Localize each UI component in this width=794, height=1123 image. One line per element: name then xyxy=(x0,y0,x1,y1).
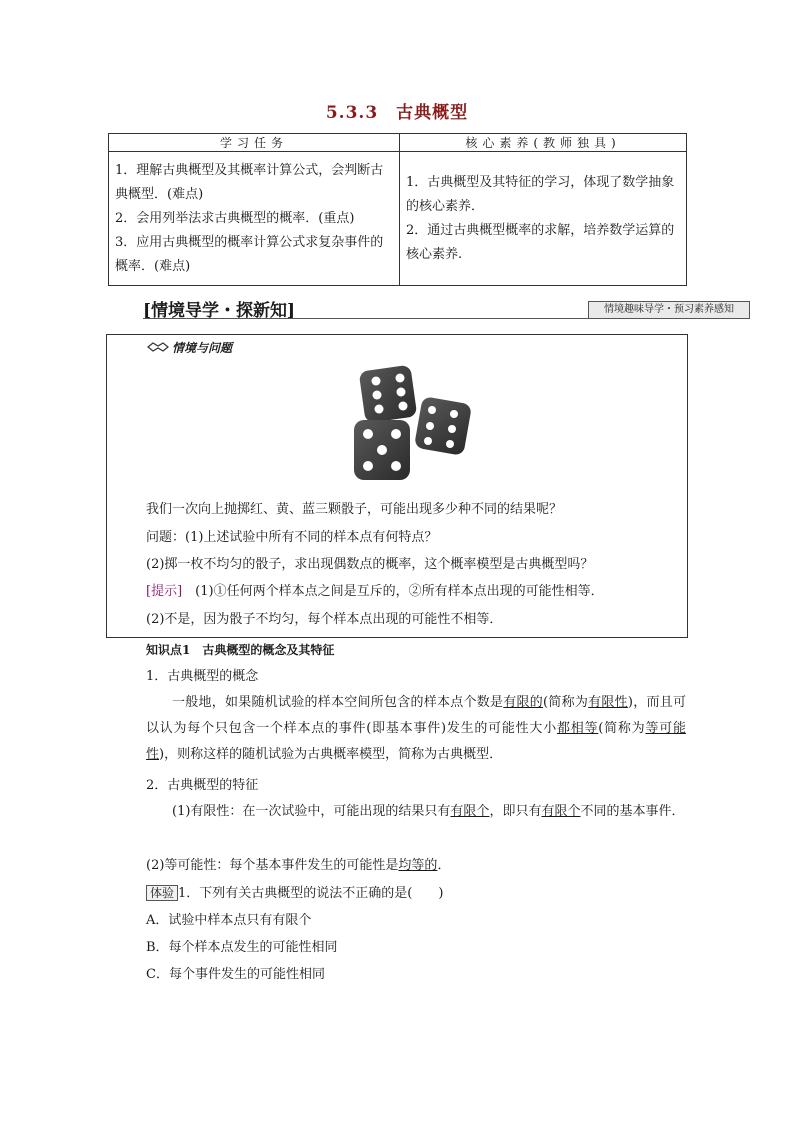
tasks-header: 学习任务 xyxy=(109,134,400,152)
scenario-label-text: 情境与问题 xyxy=(172,341,233,355)
knowledge-sub-2: 2．古典概型的特征 xyxy=(146,778,259,793)
option-a: A．试验中样本点只有有限个 xyxy=(146,913,312,928)
scenario-intro: 我们一次向上抛掷红、黄、蓝三颗骰子，可能出现多少种不同的结果呢？ xyxy=(146,502,563,517)
definition-paragraph xyxy=(146,690,686,768)
def-keyword: 等可能性 xyxy=(146,721,686,762)
def-keyword: 有限性 xyxy=(588,695,628,710)
option-b: B．每个样本点发生的可能性相同 xyxy=(146,940,338,955)
task-item: 1．理解古典概型及其概率计算公式，会判断古典概型．(难点) xyxy=(115,162,384,202)
def-keyword: 都相等 xyxy=(556,721,599,736)
page-title: 5.3.3 古典概型 xyxy=(325,103,469,123)
literacy-item: 1．古典概型及其特征的学习，体现了数学抽象的核心素养． xyxy=(406,174,675,214)
exercise-question: 1．下列有关古典概型的说法不正确的是( ) xyxy=(178,886,444,901)
feature-keyword: 均等的 xyxy=(398,858,438,873)
def-text: )，而且可以认为每个只包含一个样本点的事件(即基本事件)发生的可能性大小 xyxy=(146,695,686,736)
exercise-line xyxy=(146,884,443,903)
three-dice-image xyxy=(348,364,476,486)
option-c: C．每个事件发生的可能性相同 xyxy=(146,967,325,982)
feature-text: (2)等可能性：每个基本事件发生的可能性是 xyxy=(146,858,399,873)
feature-text: (1)有限性：在一次试验中，可能出现的结果只有 xyxy=(172,804,451,819)
hint-line-1 xyxy=(146,583,604,601)
feature-text: ． xyxy=(437,858,451,873)
scenario-label xyxy=(147,339,232,356)
hint-label: [提示] xyxy=(146,584,183,599)
section-tag: 情境趣味导学・预习素养感知 xyxy=(588,301,750,319)
literacy-cell xyxy=(400,152,687,286)
def-keyword: 有限的 xyxy=(503,695,544,710)
literacy-item: 2．通过古典概型概率的求解，培养数学运算的核心素养. xyxy=(406,222,675,262)
handshake-icon xyxy=(147,341,169,356)
feature-text: ，即只有 xyxy=(489,804,542,819)
def-text: (简称为 xyxy=(543,695,589,710)
feature-1-paragraph xyxy=(146,799,686,825)
feature-keyword: 有限个 xyxy=(450,804,490,819)
question-1: 问题：(1)上述试验中所有不同的样本点有何特点？ xyxy=(146,530,438,545)
def-text: )，则称这样的随机试验为古典概率模型，简称为古典概型． xyxy=(159,747,503,762)
section-heading: [情境导学・探新知] xyxy=(143,301,296,321)
knowledge-sub-1: 1．古典概型的概念 xyxy=(146,669,259,684)
tasks-cell xyxy=(109,152,400,286)
hint-line-2: (2)不是，因为骰子不均匀，每个样本点出现的可能性不相等． xyxy=(146,612,503,627)
def-text: (简称为 xyxy=(598,721,646,736)
task-item: 2．会用列举法求古典概型的概率．(重点) xyxy=(115,210,355,226)
task-item: 3．应用古典概型的概率计算公式求复杂事件的概率．(难点) xyxy=(115,234,384,274)
hint-text-1: (1)①任何两个样本点之间是互斥的，②所有样本点出现的可能性相等． xyxy=(195,584,604,599)
question-2: (2)掷一枚不均匀的骰子，求出现偶数点的概率，这个概率模型是古典概型吗？ xyxy=(146,557,594,572)
knowledge-heading: 知识点1 古典概型的概念及其特征 xyxy=(146,643,335,657)
objectives-table xyxy=(108,133,687,286)
literacy-header: 核心素养(教师独具) xyxy=(400,134,687,152)
feature-2-paragraph xyxy=(146,857,450,875)
feature-text: 不同的基本事件． xyxy=(580,804,685,819)
def-text: 一般地，如果随机试验的样本空间所包含的样本点个数是 xyxy=(172,695,504,710)
feature-keyword: 有限个 xyxy=(541,804,581,819)
exercise-badge: 体验 xyxy=(146,885,178,901)
